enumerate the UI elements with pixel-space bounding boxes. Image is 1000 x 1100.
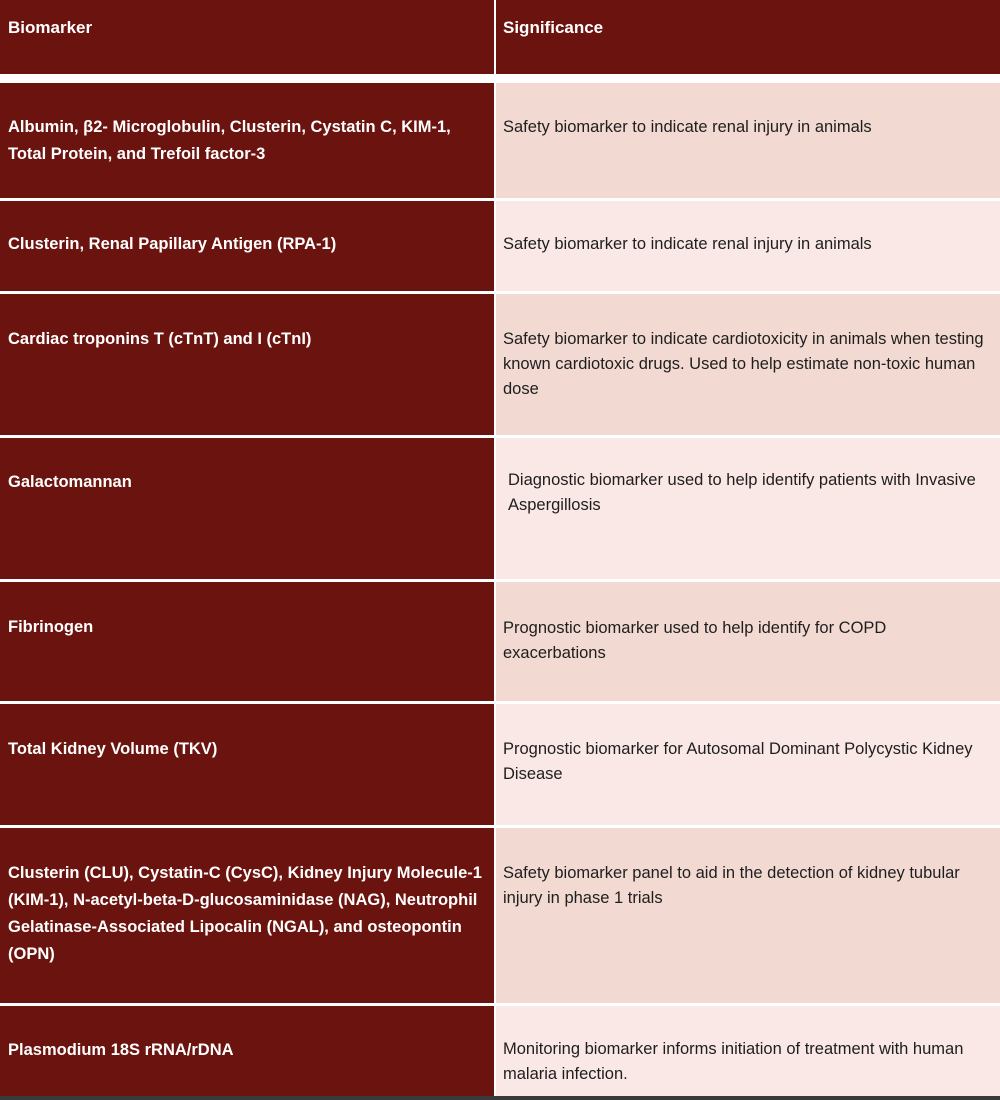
row-8-biomarker: Plasmodium 18S rRNA/rDNA <box>0 1006 494 1096</box>
row-1-biomarker: Albumin, β2- Microglobulin, Clusterin, Cystatin C, KIM-1, Total Protein, and Trefoil factor-3 <box>0 83 494 198</box>
header-divider <box>0 74 1000 81</box>
row-5-biomarker: Fibrinogen <box>0 582 494 701</box>
row-3-biomarker: Cardiac troponins T (cTnT) and I (cTnI) <box>0 294 494 435</box>
row-1-significance: Safety biomarker to indicate renal injury in animals <box>496 83 1000 198</box>
row-7-biomarker: Clusterin (CLU), Cystatin-C (CysC), Kidney Injury Molecule-1 (KIM-1), N-acetyl-beta-D-glucosaminidase (NAG), Neutrophil Gelatinase-Associated Lipocalin (NGAL), and osteopontin (OPN) <box>0 828 494 1003</box>
row-4-significance: Diagnostic biomarker used to help identify patients with Invasive Aspergillosis <box>496 438 1000 579</box>
row-2-significance: Safety biomarker to indicate renal injury in animals <box>496 201 1000 291</box>
row-2-biomarker: Clusterin, Renal Papillary Antigen (RPA-1) <box>0 201 494 291</box>
row-6-significance: Prognostic biomarker for Autosomal Dominant Polycystic Kidney Disease <box>496 704 1000 825</box>
row-8-significance: Monitoring biomarker informs initiation of treatment with human malaria infection. <box>496 1006 1000 1096</box>
row-7-significance: Safety biomarker panel to aid in the detection of kidney tubular injury in phase 1 trials <box>496 828 1000 1003</box>
bottom-border <box>0 1096 1000 1100</box>
row-3-significance: Safety biomarker to indicate cardiotoxicity in animals when testing known cardiotoxic drugs. Used to help estimate non-toxic human dose <box>496 294 1000 435</box>
row-6-biomarker: Total Kidney Volume (TKV) <box>0 704 494 825</box>
header-significance: Significance <box>496 0 1000 74</box>
row-4-biomarker: Galactomannan <box>0 438 494 579</box>
header-biomarker: Biomarker <box>0 0 494 74</box>
row-5-significance: Prognostic biomarker used to help identify for COPD exacerbations <box>496 582 1000 701</box>
